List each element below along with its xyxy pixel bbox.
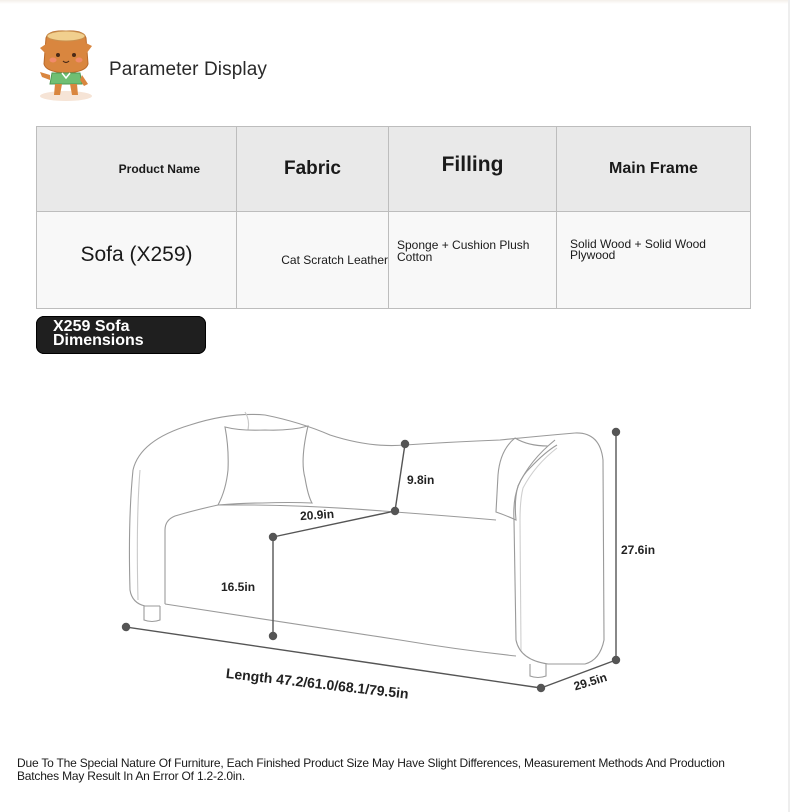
cell-filling-line2: Cotton: [397, 250, 433, 264]
dimension-dot: [270, 534, 277, 541]
section-header: [36, 28, 296, 102]
dimension-dot: [613, 429, 620, 436]
sofa-dimension-drawing: [0, 380, 790, 720]
dimension-dot: [402, 441, 409, 448]
backrest-height-label: 9.8in: [407, 473, 435, 487]
disclaimer-line2: Batches May Result In An Error Of 1.2-2.0in.: [17, 769, 245, 783]
dimension-dot: [270, 633, 277, 640]
parameter-table: [36, 126, 751, 309]
cell-filling-line1: Sponge + Cushion Plush: [397, 238, 530, 252]
cell-main-frame: [557, 212, 751, 309]
sofa-seat-back-edge: [218, 505, 496, 520]
sofa-leg-left: [144, 606, 160, 622]
depth-label: 29.5in: [572, 670, 609, 694]
dimensions-badge: [36, 316, 206, 354]
sofa-pillow-left: [218, 426, 312, 505]
cell-fabric: Cat Scratch Leather: [237, 212, 389, 309]
cell-frame-line1: Solid Wood + Solid Wood: [570, 237, 706, 251]
sofa-backrest-top: [133, 414, 575, 470]
table-row: [37, 212, 751, 309]
measurement-disclaimer: [17, 757, 777, 783]
column-header-main-frame: Main Frame: [557, 127, 751, 212]
dimension-dot: [392, 508, 399, 515]
sofa-left-arm-outer: [129, 470, 160, 606]
dimension-dot: [123, 624, 130, 631]
column-header-filling: Filling: [389, 127, 557, 212]
cell-frame-line2: Plywood: [570, 248, 616, 262]
sofa-seat-left: [165, 505, 218, 604]
length-label: Length 47.2/61.0/68.1/79.5in: [225, 665, 410, 702]
sofa-left-arm-inner: [137, 470, 140, 600]
table-header-row: [37, 127, 751, 212]
page-title: Parameter Display: [109, 59, 267, 80]
cell-product-name: Sofa (X259): [37, 212, 237, 309]
column-header-fabric: Fabric: [237, 127, 389, 212]
sofa-base-edge: [165, 604, 516, 656]
tree-stump-mascot-icon: [36, 28, 98, 102]
top-edge-shade: [0, 0, 790, 4]
disclaimer-line1: Due To The Special Nature Of Furniture, Each Finished Product Size May Have Slight Differences, Measurement Methods And Production: [17, 756, 725, 770]
dimension-dot: [538, 685, 545, 692]
sofa-leg-right: [530, 664, 546, 678]
column-header-product-name: Product Name: [37, 127, 237, 212]
backrest-height-line: [395, 444, 405, 511]
dimensions-badge-label: [53, 320, 173, 348]
sofa-right-arm-inner: [520, 448, 557, 650]
sofa-pillow-right: [496, 438, 555, 520]
badge-line1: X259 Sofa: [53, 318, 130, 335]
seat-depth-label: 20.9in: [299, 506, 335, 524]
total-height-label: 27.6in: [621, 543, 656, 557]
seat-height-label: 16.5in: [221, 580, 256, 594]
badge-line2: Dimensions: [53, 332, 144, 349]
cell-filling: [389, 212, 557, 309]
dimension-lines: [123, 429, 620, 692]
sofa-right-arm: [514, 433, 604, 664]
dimension-dot: [613, 657, 620, 664]
